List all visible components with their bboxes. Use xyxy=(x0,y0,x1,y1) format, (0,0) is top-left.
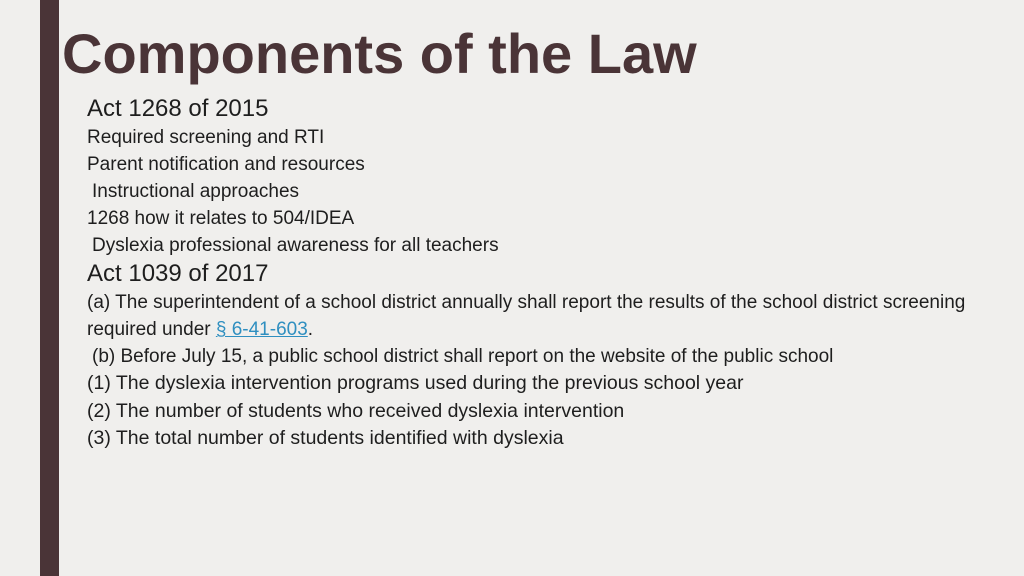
act-1268-item: Dyslexia professional awareness for all teachers xyxy=(92,235,499,256)
act-1039-paragraph-a xyxy=(87,289,1017,343)
act-1268-item: 1268 how it relates to 504/IDEA xyxy=(87,208,355,229)
paragraph-a-end: . xyxy=(307,319,314,340)
act-1268-item: Parent notification and resources xyxy=(87,154,365,175)
act-1268-heading: Act 1268 of 2015 xyxy=(87,95,269,122)
slide-content xyxy=(87,94,1017,453)
act-1039-point: (3) The total number of students identified with dyslexia xyxy=(87,427,564,449)
accent-bar xyxy=(40,0,59,576)
act-1268-item: Instructional approaches xyxy=(92,181,300,202)
statute-link[interactable]: § 6-41-603 xyxy=(215,319,308,340)
act-1039-point: (1) The dyslexia intervention programs used during the previous school year xyxy=(87,372,744,394)
act-1039-paragraph-b: (b) Before July 15, a public school district shall report on the website of the public school xyxy=(92,346,834,367)
act-1039-point: (2) The number of students who received dyslexia intervention xyxy=(87,399,625,422)
slide-title: Components of the Law xyxy=(62,22,697,85)
paragraph-a-text: (a) The superintendent of a school district annually shall report the results of the school district screening required under xyxy=(87,292,966,340)
act-1039-heading: Act 1039 of 2017 xyxy=(87,260,269,287)
act-1268-item: Required screening and RTI xyxy=(87,127,325,148)
